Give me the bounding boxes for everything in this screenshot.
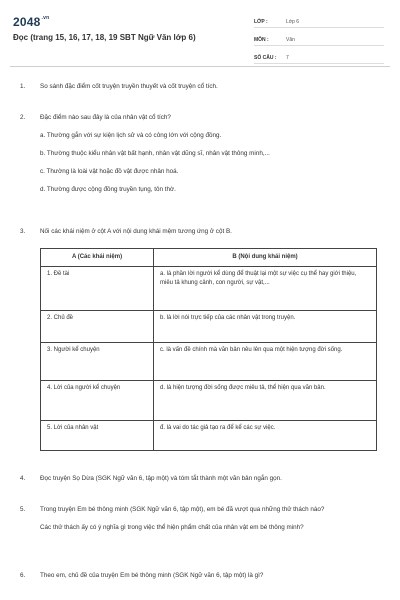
question-number: 1. — [20, 83, 26, 90]
meta-key: MÔN : — [254, 37, 269, 43]
question-number: 2. — [20, 114, 26, 121]
question-6 — [20, 571, 380, 580]
definition-cell: a. là phần lời người kể dùng để thuật lại một sự việc cụ thể hay giới thiệu, miêu tả khung cảnh, con người, sự vật,... — [154, 267, 377, 311]
table-row — [41, 421, 377, 451]
definition-cell: c. là vấn đề chính mà văn bản nêu lên qua một hiện tượng đời sống. — [154, 343, 377, 381]
meta-row-subject — [254, 33, 384, 46]
matching-table — [40, 248, 377, 451]
meta-value: 7 — [286, 55, 289, 61]
meta-value: Lớp 6 — [286, 19, 300, 25]
definition-cell: đ. là vai do tác giả tạo ra để kể các sự việc. — [154, 421, 377, 451]
concept-cell: 2. Chủ đề — [41, 311, 154, 343]
question-number: 4. — [20, 475, 26, 482]
header-divider — [10, 66, 390, 67]
option-c: c. Thường là loài vật hoặc đồ vật được nhân hoá. — [40, 168, 179, 175]
question-text: Theo em, chủ đề của truyện Em bé thông minh (SGK Ngữ văn 6, tập một) là gì? — [40, 572, 264, 579]
site-logo[interactable] — [13, 15, 49, 29]
meta-value: Văn — [286, 37, 295, 43]
meta-info — [254, 15, 384, 69]
table-row — [41, 267, 377, 311]
concept-cell: 1. Đề tài — [41, 267, 154, 311]
page-title: Đọc (trang 15, 16, 17, 18, 19 SBT Ngữ Văn lớp 6) — [13, 33, 196, 42]
question-text: So sánh đặc điểm cốt truyện truyền thuyết và cốt truyện cổ tích. — [40, 83, 218, 90]
concept-cell: 5. Lời của nhân vật — [41, 421, 154, 451]
question-text: Đặc điểm nào sau đây là của nhân vật cổ tích? — [40, 114, 171, 121]
question-3 — [20, 227, 380, 236]
meta-row-class — [254, 15, 384, 28]
question-2 — [20, 113, 380, 194]
option-a: a. Thường gắn với sự kiện lịch sử và có công lớn với cộng đồng. — [40, 132, 222, 139]
question-text-followup: Các thử thách ấy có ý nghĩa gì trong việc thể hiện phẩm chất của nhân vật em bé thông minh? — [40, 524, 304, 531]
column-b-header: B (Nội dung khái niệm) — [154, 249, 377, 267]
table-row — [41, 311, 377, 343]
table-row — [41, 381, 377, 421]
definition-cell: d. là hiện tượng đời sống được miêu tả, thể hiện qua văn bản. — [154, 381, 377, 421]
question-number: 3. — [20, 228, 26, 235]
question-1 — [20, 82, 380, 91]
definition-cell: b. là lời nói trực tiếp của các nhân vật trong truyện. — [154, 311, 377, 343]
question-number: 5. — [20, 506, 26, 513]
question-number: 6. — [20, 572, 26, 579]
question-text: Đọc truyện Sọ Dừa (SGK Ngữ văn 6, tập một) và tóm tắt thành một văn bản ngắn gọn. — [40, 475, 282, 482]
option-d: d. Thường được cộng đồng truyền tụng, tôn thờ. — [40, 186, 176, 193]
meta-row-count — [254, 51, 384, 64]
question-5 — [20, 505, 380, 532]
question-text: Nối các khái niệm ở cột A với nội dung khái mệm tương ứng ở cột B. — [40, 228, 232, 235]
question-4 — [20, 474, 380, 483]
question-text: Trong truyện Em bé thông minh (SGK Ngữ văn 6, tập một), em bé đã vượt qua những thử thách nào? — [40, 506, 325, 513]
logo-text: 2048 — [13, 15, 41, 29]
option-b: b. Thường thuộc kiểu nhân vật bất hạnh, nhân vật dũng sĩ, nhân vật thông minh,... — [40, 150, 270, 157]
logo-suffix: .vn — [41, 15, 50, 21]
table-row — [41, 343, 377, 381]
table-header-row — [41, 249, 377, 267]
meta-key: LỚP : — [254, 19, 268, 25]
meta-key: SỐ CÂU : — [254, 55, 277, 61]
concept-cell: 4. Lời của người kể chuyện — [41, 381, 154, 421]
concept-cell: 3. Người kể chuyện — [41, 343, 154, 381]
column-a-header: A (Các khái niệm) — [41, 249, 154, 267]
